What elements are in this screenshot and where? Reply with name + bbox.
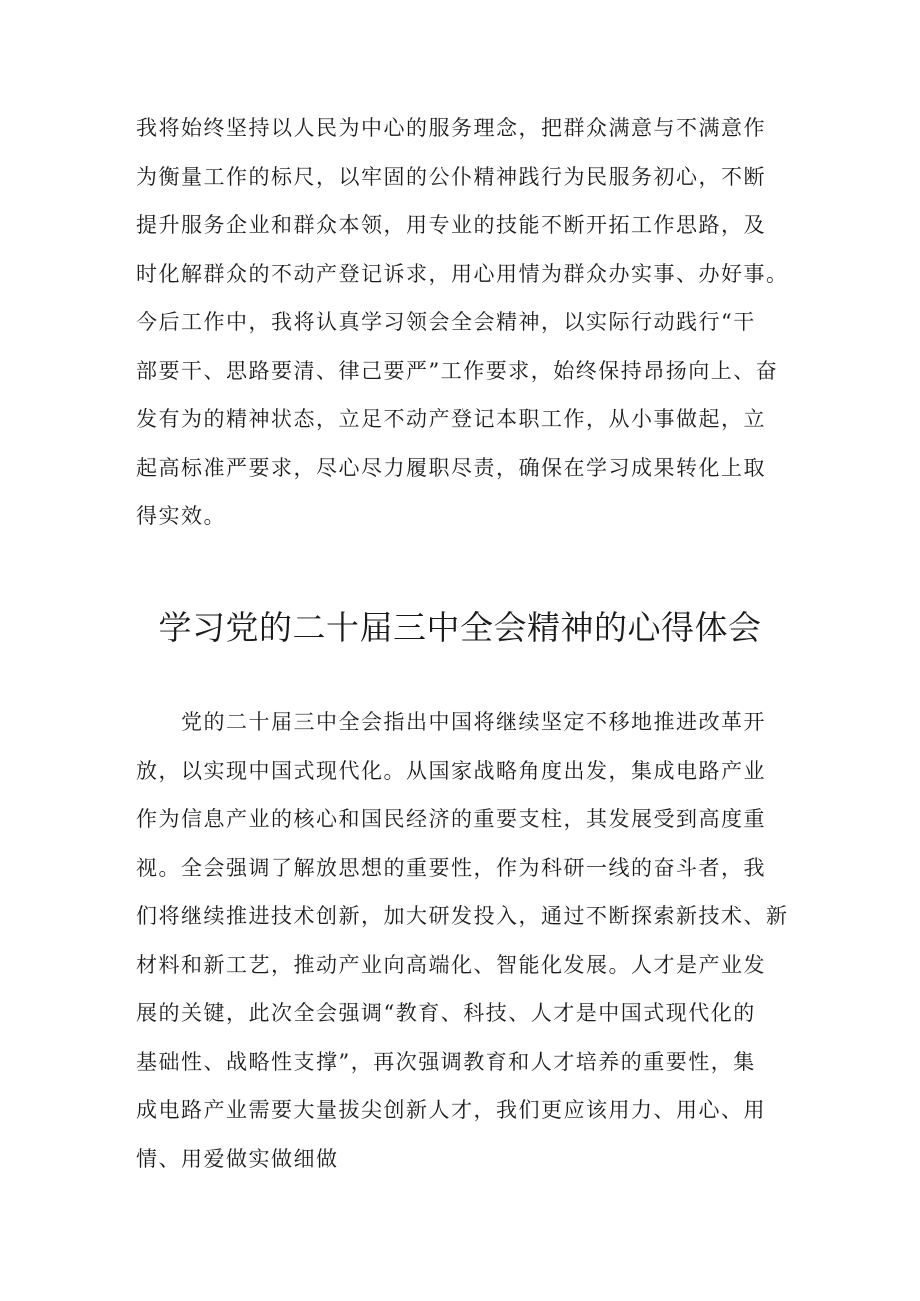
- paragraph-line: 材料和新工艺，推动产业向高端化、智能化发展。人才是产业发: [136, 952, 766, 977]
- paragraph-line: 得实效。: [136, 504, 226, 528]
- paragraph-line: 我将始终坚持以人民为中心的服务理念，把群众满意与不满意作: [136, 116, 766, 140]
- paragraph-line: 作为信息产业的核心和国民经济的重要支柱，其发展受到高度重: [136, 807, 766, 831]
- paragraph-line: 情、用爱做实做细做: [136, 1146, 339, 1171]
- paragraph-line: 放，以实现中国式现代化。从国家战略角度出发，集成电路产业: [136, 758, 766, 783]
- paragraph-line: 们将继续推进技术创新，加大研发投入，通过不断探索新技术、新: [136, 904, 789, 928]
- paragraph-line: 成电路产业需要大量拔尖创新人才，我们更应该用力、用心、用: [136, 1098, 766, 1122]
- document-title: 学习党的二十届三中全会精神的心得体会: [158, 608, 762, 647]
- paragraph-line: 提升服务企业和群众本领，用专业的技能不断开拓工作思路，及: [136, 213, 766, 237]
- paragraph-line: 基础性、战略性支撑”，再次强调教育和人才培养的重要性，集: [136, 1049, 756, 1074]
- body-paragraph: [136, 698, 796, 1183]
- paragraph-line: 发有为的精神状态，立足不动产登记本职工作，从小事做起，立: [136, 407, 766, 431]
- paragraph-line: 党的二十届三中全会指出中国将继续坚定不移地推进改革开: [136, 710, 766, 734]
- paragraph-line: 起高标准严要求，尽心尽力履职尽责，确保在学习成果转化上取: [136, 455, 766, 480]
- top-paragraph: [136, 104, 796, 541]
- paragraph-line: 今后工作中，我将认真学习领会全会精神，以实际行动践行“干: [136, 310, 756, 334]
- paragraph-line: 部要干、思路要清、律己要严”工作要求，始终保持昂扬向上、奋: [136, 358, 779, 383]
- paragraph-line: 时化解群众的不动产登记诉求，用心用情为群众办实事、办好事。: [136, 261, 789, 286]
- paragraph-line: 展的关键，此次全会强调“教育、科技、人才是中国式现代化的: [136, 1001, 756, 1025]
- paragraph-line: 为衡量工作的标尺，以牢固的公仆精神践行为民服务初心，不断: [136, 164, 766, 189]
- paragraph-line: 视。全会强调了解放思想的重要性，作为科研一线的奋斗者，我: [136, 855, 766, 880]
